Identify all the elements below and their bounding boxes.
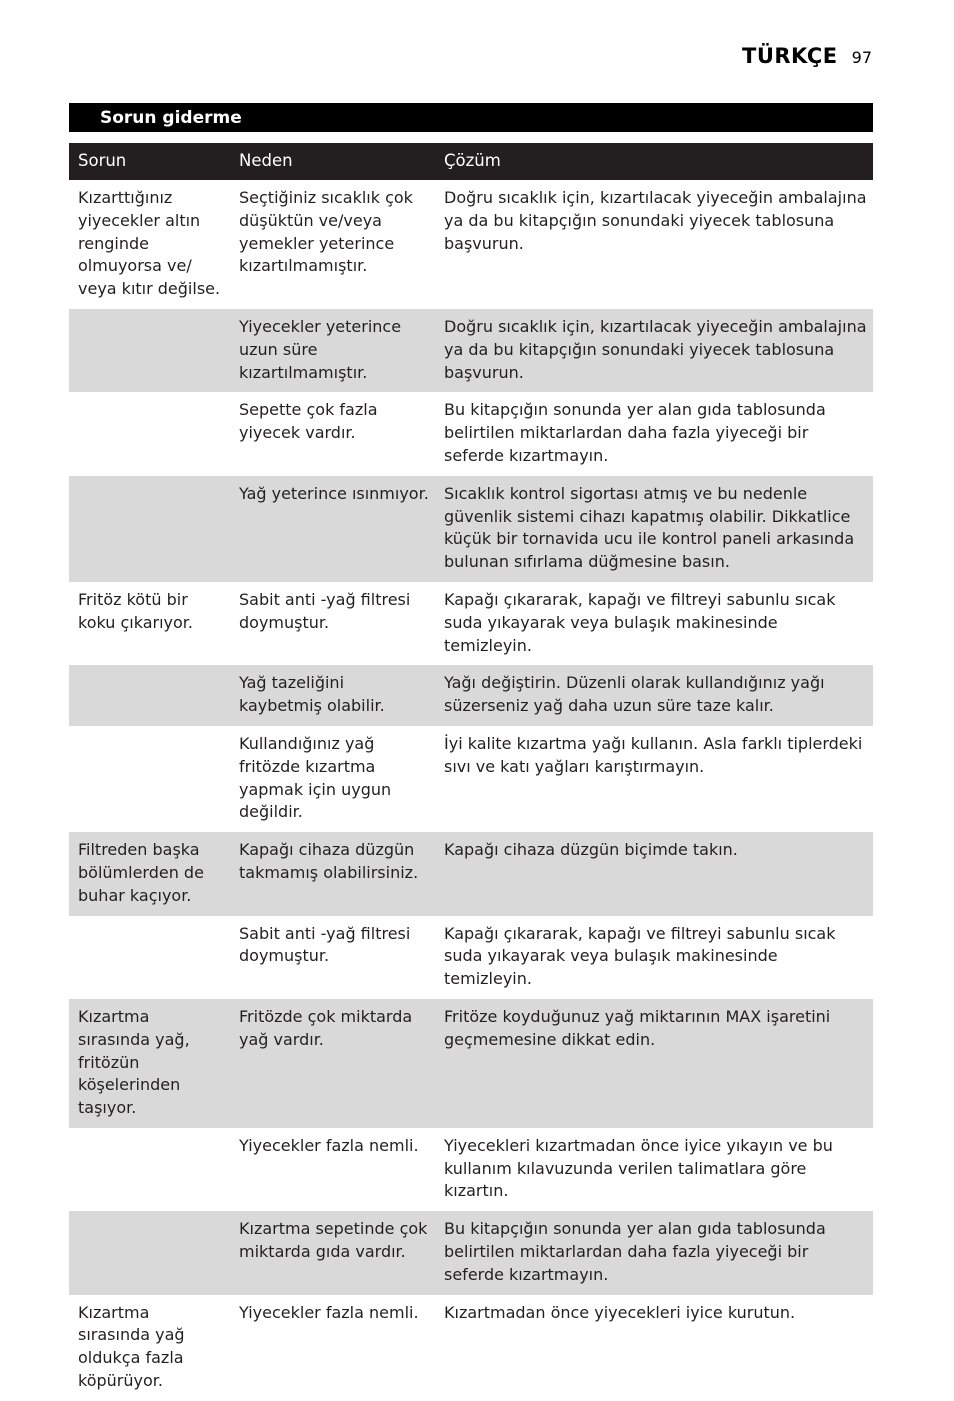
cause-cell: Yiyecekler yeterince uzun süre kızartılmamıştır. (230, 309, 435, 392)
problem-cell (69, 916, 230, 999)
language-label: TÜRKÇE (742, 44, 838, 68)
problem-cell: Kızartma sırasında yağ oldukça fazla köpürüyor. (78, 1302, 185, 1391)
table-row (69, 916, 873, 999)
cause-cell: Kızartma sepetinde çok miktarda gıda vardır. (230, 1211, 435, 1294)
solution-cell: Kapağı cihaza düzgün biçimde takın. (435, 832, 873, 915)
cause-cell: Sabit anti -yağ filtresi doymuştur. (239, 589, 411, 632)
problem-cell: Fritöz kötü bir koku çıkarıyor. (78, 589, 193, 632)
problem-cell (69, 1211, 230, 1294)
solution-cell: Yağı değiştirin. Düzenli olarak kullandığınız yağı süzerseniz yağ daha uzun süre taze kalır. (435, 665, 873, 726)
table-row (69, 1295, 873, 1401)
table-row (69, 1211, 873, 1294)
solution-cell: Kapağı çıkararak, kapağı ve filtreyi sabunlu sıcak suda yıkayarak veya bulaşık makinesinde temizleyin. (444, 923, 836, 989)
solution-cell: İyi kalite kızartma yağı kullanın. Asla farklı tiplerdeki sıvı ve katı yağları karıştırmayın. (444, 733, 863, 776)
troubleshooting-table (69, 143, 873, 1401)
page-header (742, 44, 872, 68)
table-row (69, 665, 873, 726)
solution-cell: Sıcaklık kontrol sigortası atmış ve bu nedenle güvenlik sistemi cihazı kapatmış olabilir. Dikkatlice küçük bir tornavida ucu ile kontrol paneli arkasında bulunan sıfırlama düğmesine basın. (435, 476, 873, 582)
problem-cell (69, 476, 230, 582)
problem-cell (69, 726, 230, 832)
page-number: 97 (851, 48, 872, 67)
solution-cell: Yiyecekleri kızartmadan önce iyice yıkayın ve bu kullanım kılavuzunda verilen talimatlara göre kızartın. (444, 1135, 833, 1201)
table-row (69, 180, 873, 309)
problem-cell: Kızarttığınız yiyecekler altın renginde olmuyorsa ve/ veya kıtır değilse. (78, 188, 221, 299)
cause-cell: Seçtiğiniz sıcaklık çok düşüktün ve/veya yemekler yeterince kızartılmamıştır. (239, 188, 413, 276)
cause-cell: Yiyecekler fazla nemli. (239, 1302, 419, 1322)
table-header-row (69, 143, 873, 180)
cause-cell: Yiyecekler fazla nemli. (239, 1135, 419, 1155)
solution-cell: Doğru sıcaklık için, kızartılacak yiyeceğin ambalajına ya da bu kitapçığın sonundaki yiyecek tablosuna başvurun. (435, 309, 873, 392)
problem-cell: Kızartma sırasında yağ, fritözün köşelerinden taşıyor. (69, 999, 230, 1128)
solution-cell: Kızartmadan önce yiyecekleri iyice kurutun. (444, 1302, 796, 1322)
table-row (69, 832, 873, 915)
cause-cell: Kapağı cihaza düzgün takmamış olabilirsiniz. (230, 832, 435, 915)
section-title: Sorun giderme (69, 103, 873, 132)
table-row (69, 1128, 873, 1211)
table-row (69, 392, 873, 475)
column-header-problem: Sorun (69, 143, 230, 180)
table-row (69, 476, 873, 582)
cause-cell: Sabit anti -yağ filtresi doymuştur. (239, 923, 411, 966)
column-header-solution: Çözüm (435, 143, 873, 180)
cause-cell: Yağ yeterince ısınmıyor. (230, 476, 435, 582)
problem-cell: Filtreden başka bölümlerden de buhar kaçıyor. (69, 832, 230, 915)
solution-cell: Kapağı çıkararak, kapağı ve filtreyi sabunlu sıcak suda yıkayarak veya bulaşık makinesinde temizleyin. (444, 589, 836, 655)
column-header-cause: Neden (230, 143, 435, 180)
solution-cell: Bu kitapçığın sonunda yer alan gıda tablosunda belirtilen miktarlardan daha fazla yiyeceği bir seferde kızartmayın. (444, 400, 826, 465)
solution-cell: Bu kitapçığın sonunda yer alan gıda tablosunda belirtilen miktarlardan daha fazla yiyeceği bir seferde kızartmayın. (435, 1211, 873, 1294)
solution-cell: Doğru sıcaklık için, kızartılacak yiyeceğin ambalajına ya da bu kitapçığın sonundaki yiyecek tablosuna başvurun. (444, 188, 867, 253)
cause-cell: Yağ tazeliğini kaybetmiş olabilir. (230, 665, 435, 726)
cause-cell: Kullandığınız yağ fritözde kızartma yapmak için uygun değildir. (239, 733, 392, 822)
problem-cell (69, 1128, 230, 1211)
problem-cell (69, 392, 230, 475)
cause-cell: Fritözde çok miktarda yağ vardır. (230, 999, 435, 1128)
problem-cell (69, 309, 230, 392)
cause-cell: Sepette çok fazla yiyecek vardır. (239, 400, 378, 443)
table-row (69, 726, 873, 832)
table-row (69, 582, 873, 665)
table-row (69, 309, 873, 392)
problem-cell (69, 665, 230, 726)
table-row (69, 999, 873, 1128)
solution-cell: Fritöze koyduğunuz yağ miktarının MAX işaretini geçmemesine dikkat edin. (435, 999, 873, 1128)
